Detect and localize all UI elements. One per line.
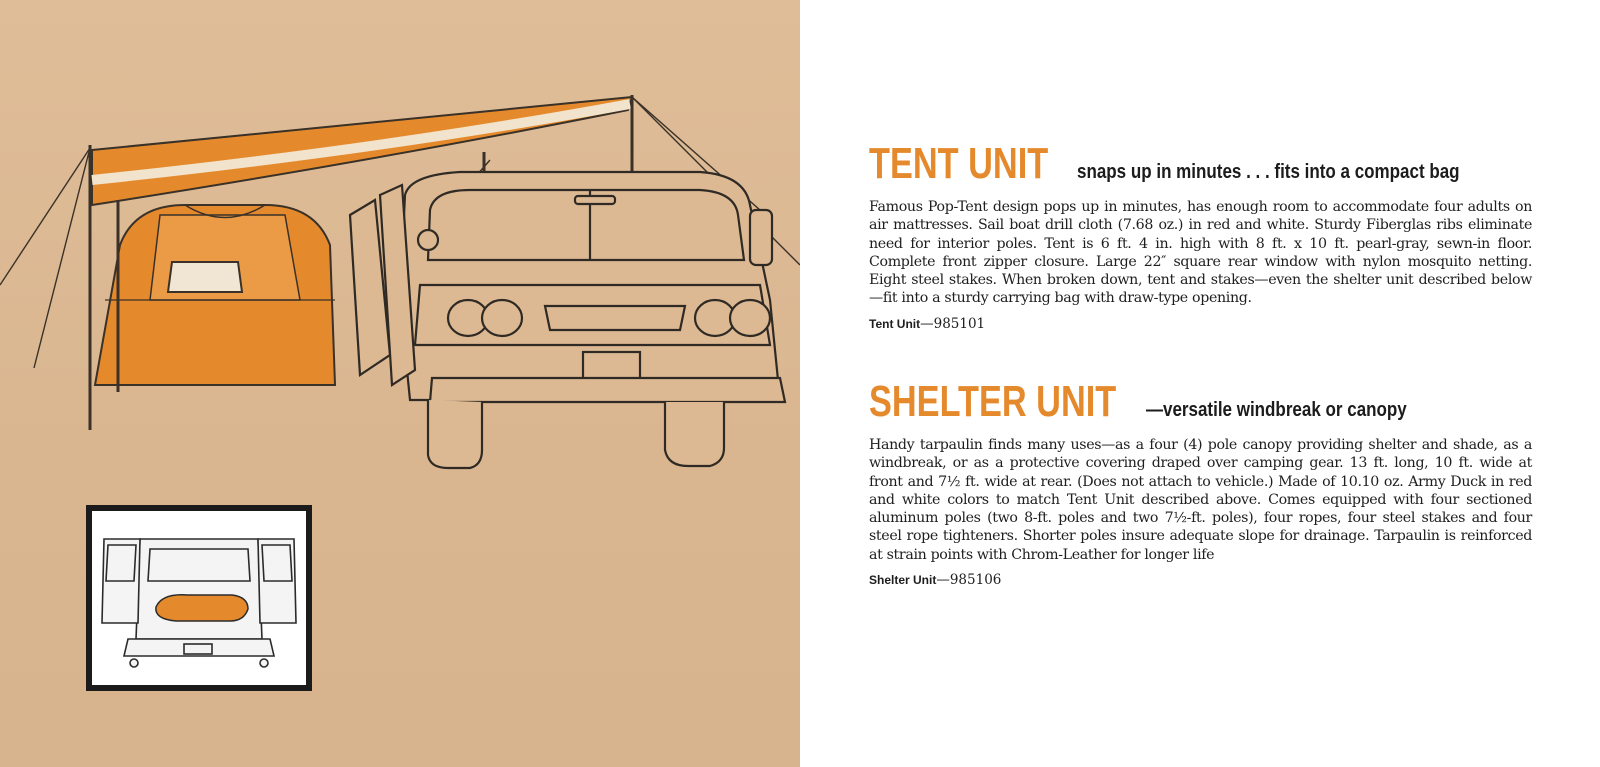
shelter-unit-part-label: Shelter Unit: [869, 573, 937, 588]
tent-unit-subtitle: snaps up in minutes . . . fits into a compact bag: [1077, 161, 1460, 183]
shelter-unit-title: SHELTER UNIT: [869, 377, 1117, 426]
text-panel: [800, 0, 1600, 767]
shelter-unit-part-number: [869, 572, 1532, 588]
shelter-unit-heading: [869, 377, 1532, 426]
van-rear-cargo-illustration: [92, 511, 306, 685]
tent-unit-heading: [869, 139, 1532, 188]
tent-unit-part-value: —985101: [920, 315, 986, 332]
shelter-unit-section: [869, 377, 1532, 589]
tent-unit-title: TENT UNIT: [869, 139, 1049, 188]
carrying-bag-illustration: [156, 595, 248, 621]
shelter-unit-part-value: —985106: [936, 572, 1002, 589]
tent-unit-description: Famous Pop-Tent design pops up in minutes, has enough room to accommodate four adults on air mattresses. Sail boat drill cloth (7.68 oz.) in red and white. Sturdy Fiberglas ribs eliminate need for interior poles. Tent is 6 ft. 4 in. high with 8 ft. x 10 ft. pearl-gray, sewn-in floor. Complete front zipper closure. Large 22″ square rear window with nylon mosquito netting. Eight steel stakes. When broken down, tent and stakes—even the shelter unit described below—fit into a sturdy carrying bag with draw-type opening.: [869, 199, 1532, 307]
tent-unit-part-number: [869, 316, 1532, 332]
shelter-unit-description: Handy tarpaulin finds many uses—as a four (4) pole canopy providing shelter and shade, as a windbreak, or as a protective covering draped over camping gear. 13 ft. long, 10 ft. wide at front and 7½ ft. wide at rear. (Does not attach to vehicle.) Made of 10.10 oz. Army Duck in red and white colors to match Tent Unit described above. Comes equipped with four sectioned aluminum poles (two 8-ft. poles and two 7½-ft. poles), four ropes, four steel stakes and four steel rope tighteners. Shorter poles insure adequate slope for drainage. Tarpaulin is reinforced at strain points with Chrom-Leather for longer life: [869, 437, 1532, 563]
van-illustration: [350, 172, 785, 468]
tent-unit-section: [869, 139, 1532, 332]
tent-unit-part-label: Tent Unit: [869, 316, 921, 331]
tent-illustration: [95, 205, 335, 385]
shelter-unit-subtitle: —versatile windbreak or canopy: [1145, 399, 1407, 421]
inset-cargo-illustration: [86, 505, 312, 691]
